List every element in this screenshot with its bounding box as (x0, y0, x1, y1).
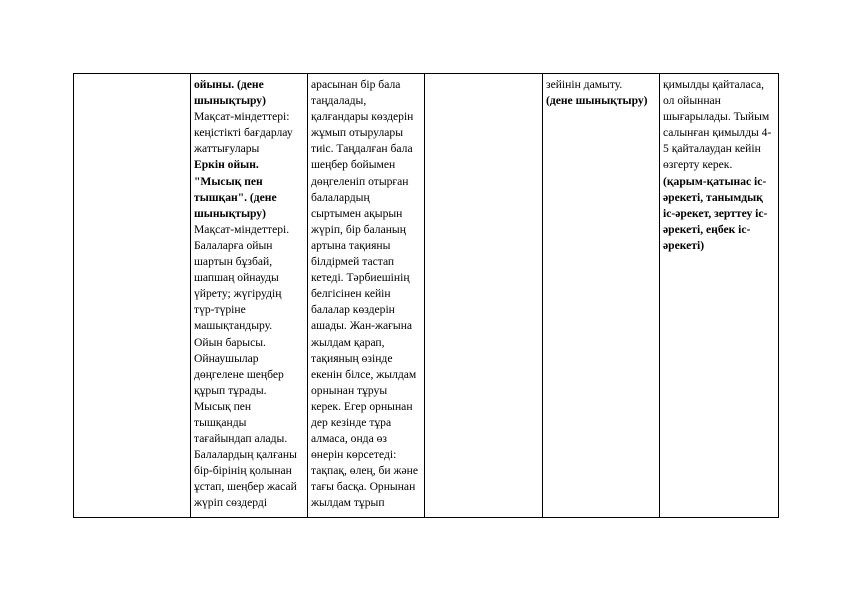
cell-text-line: бір-бірінің қолынан (194, 464, 292, 478)
cell-text-line: зейінін дамыту. (546, 78, 623, 91)
cell-text-line: білдірмей тастап (311, 255, 395, 269)
cell-text-line: әрекеті) (663, 238, 705, 252)
cell-col-6 (660, 74, 779, 518)
cell-text-line: дөңгеленіп отырған (311, 174, 409, 188)
cell-text-line: шапшаң ойнауды (194, 271, 279, 285)
cell-text-line: жылдам тұрып (311, 496, 385, 510)
cell-text-line: тағайындап алады. (194, 432, 288, 446)
cell-text-line: шынықтыру) (194, 206, 266, 220)
cell-text-line: Балалардың қалғаны (194, 448, 297, 462)
cell-text-line: Мақсат-міндеттері. (194, 222, 290, 236)
cell-text-line: Ойнаушылар (194, 351, 259, 365)
cell-text-line: 5 қайталаудан кейін (663, 142, 761, 156)
cell-text-line: салынған қимылды 4- (663, 126, 772, 140)
cell-text-line: Ойын барысы. (194, 335, 266, 349)
cell-col-1 (74, 74, 191, 518)
cell-text-line: ойыны. (дене (194, 78, 264, 91)
cell-text-line: екенін білсе, жылдам (311, 367, 417, 381)
cell-text-line: ол ойыннан (663, 94, 721, 108)
cell-text-line: жылдам қарап, (311, 335, 385, 349)
cell-col-3 (308, 74, 425, 518)
cell-text-line: Мысық пен (194, 399, 252, 413)
cell-text-line: керек. Егер орнынан (311, 399, 413, 413)
table-row (74, 74, 779, 518)
cell-text-line: іс-әрекет, зерттеу іс- (663, 206, 768, 220)
cell-text-line: (қарым-қатынас іс- (663, 174, 767, 188)
cell-text-line: әрекеті, еңбек іс- (663, 222, 751, 236)
cell-text-line: Мақсат-міндеттері: (194, 110, 290, 124)
cell-text-line: түр-түріне (194, 303, 246, 317)
cell-text-line: өзгерту керек. (663, 158, 733, 172)
cell-text-line: жүріп сөздерді (194, 496, 268, 510)
cell-text-line: дөңгелене шеңбер (194, 367, 284, 381)
cell-col-5 (543, 74, 660, 518)
cell-text-line: алмаса, онда өз (311, 432, 387, 446)
cell-text-line: өнерін көрсетеді: (311, 448, 397, 462)
cell-text-line: Балаларға ойын (194, 238, 273, 252)
cell-text-line: ашады. Жан-жағына (311, 319, 413, 333)
cell-text-line: арасынан бір бала (311, 78, 401, 91)
cell-text-line: белгісінен кейін (311, 287, 391, 301)
cell-text-line: кетеді. Тәрбиешінің (311, 271, 410, 285)
cell-text-line: балалардың (311, 190, 370, 204)
cell-text-line: шығарылады. Тыйым (663, 110, 770, 124)
cell-col-2 (191, 74, 308, 518)
cell-text-line: шартын бұзбай, (194, 255, 273, 269)
cell-text-line: Еркін ойын. (194, 158, 259, 172)
cell-text-line: таңдалады, (311, 94, 367, 108)
cell-text-line: орнынан тұруы (311, 383, 388, 397)
cell-text-line: жаттығулары (194, 142, 260, 156)
cell-text-line: құрып тұрады. (194, 383, 267, 397)
cell-text-line: жұмып отырулары (311, 126, 403, 140)
cell-text-line: сыртымен ақырын (311, 206, 403, 220)
cell-text-line: тышқанды (194, 415, 247, 429)
cell-text-line: тағы басқа. Орнынан (311, 480, 416, 494)
cell-text-line: шынықтыру) (194, 94, 266, 108)
cell-text-line: "Мысық пен (194, 174, 263, 188)
cell-text-line: тиіс. Таңдалған бала (311, 142, 413, 156)
cell-text-line: үйрету; жүгірудің (194, 287, 282, 301)
cell-text-line: қимылды қайталаса, (663, 78, 765, 91)
cell-text-line: жүріп, бір баланың (311, 222, 406, 236)
cell-text-line: машықтандыру. (194, 319, 273, 333)
cell-col-4 (425, 74, 543, 518)
cell-text-line: артына тақияны (311, 238, 391, 252)
cell-text-line: балалар көздерін (311, 303, 395, 317)
cell-text-line: тақияның өзінде (311, 351, 393, 365)
cell-text-line: қалғандары көздерін (311, 110, 414, 124)
cell-text-line: ұстап, шеңбер жасай (194, 480, 297, 494)
cell-text-line: әрекеті, танымдық (663, 190, 763, 204)
cell-text-line: кеңістікті бағдарлау (194, 126, 293, 140)
cell-text-line: шеңбер бойымен (311, 158, 396, 172)
plan-table (73, 73, 779, 518)
cell-text-line: (дене шынықтыру) (546, 94, 648, 108)
cell-text-line: тақпақ, өлең, би және (311, 464, 419, 478)
cell-text-line: тышқан". (дене (194, 190, 277, 204)
cell-text-line: дер кезінде тұра (311, 415, 392, 429)
